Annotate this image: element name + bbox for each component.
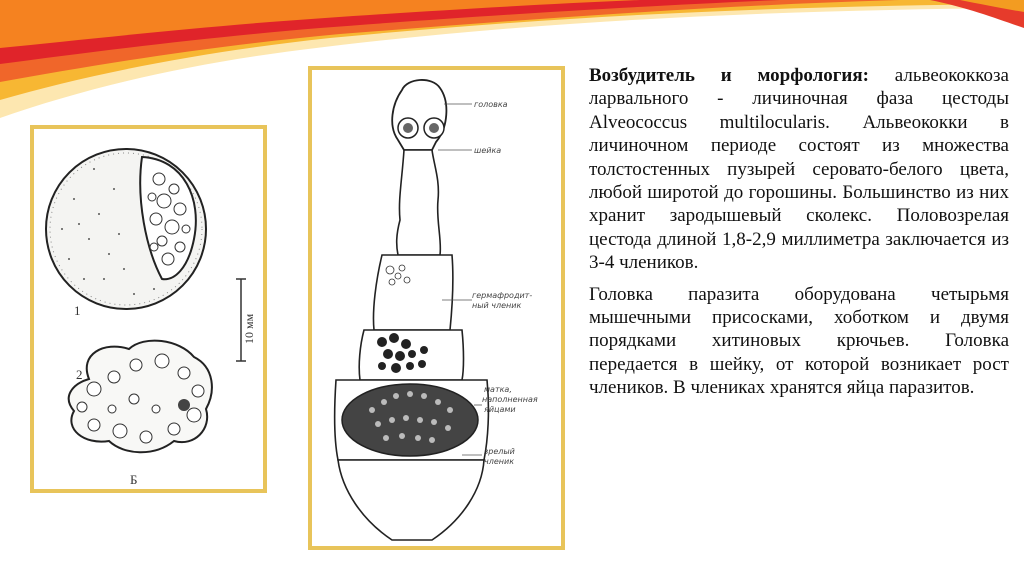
paragraph-2: Головка паразита оборудована четырьмя мышечными присосками, хоботком и двумя порядками хитиновых крючьев. Головка передается в шейку, от которой возникает рост члеников. В члениках хранятся яйца паразитов. <box>589 283 1009 399</box>
label-hermaphrodite-1: гермафродит- <box>472 291 533 300</box>
label-uterus-3: яйцами <box>484 405 516 414</box>
label-hermaphrodite-2: ный членик <box>472 301 522 310</box>
cyst-label-b: Б <box>130 472 138 487</box>
label-head: головка <box>474 100 508 109</box>
scale-label: 10 мм <box>242 313 256 344</box>
label-uterus-2: наполненная <box>482 395 538 404</box>
cyst-illustration <box>34 129 263 489</box>
label-mature-1: зрелый <box>484 447 515 456</box>
heading: Возбудитель и морфология: <box>589 65 869 86</box>
cyst-label-1: 1 <box>74 303 81 318</box>
label-mature-2: членик <box>484 457 515 466</box>
description-text <box>589 64 1009 408</box>
tapeworm-illustration-frame <box>308 66 565 550</box>
paragraph-1-body: альвеококкоза ларвального - личиночная фаза цестоды Alveococcus multilocularis. Альвеококки в личиночном периоде состоят из множества толстостенных пузырей серовато-белого цвета, любой широтой до горошины. Большинство из них хранит зародышевый сколекс. Половозрелая цестода длиной 1,8-2,9 миллиметра заключается из 3-4 члеников. <box>589 65 1009 274</box>
label-uterus-1: матка, <box>484 385 512 394</box>
cyst-illustration-frame <box>30 125 267 493</box>
cyst-label-2: 2 <box>76 367 83 382</box>
paragraph-1 <box>589 64 1009 275</box>
tapeworm-illustration <box>312 70 561 546</box>
label-neck: шейка <box>474 146 502 155</box>
